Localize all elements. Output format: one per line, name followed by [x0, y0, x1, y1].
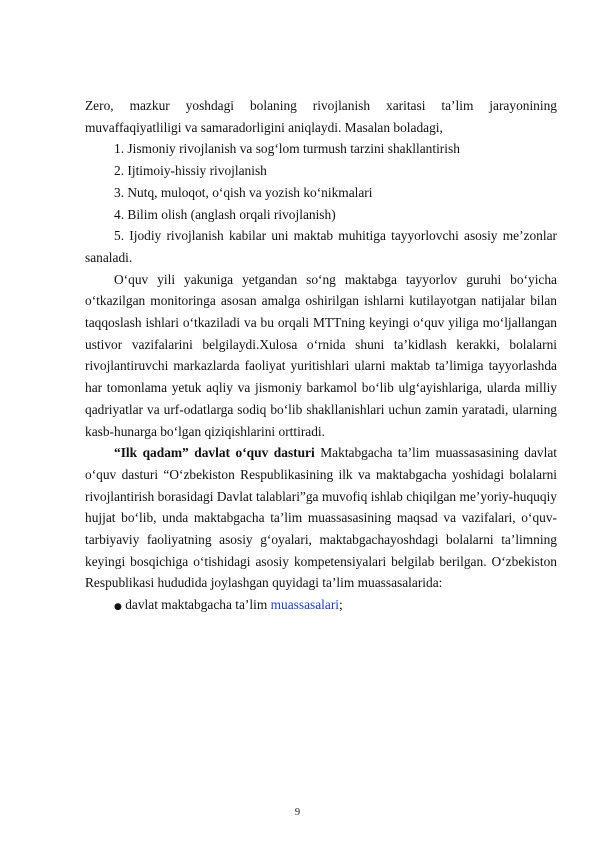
paragraph-program: [85, 442, 557, 594]
list-item-2: 2. Ijtimoiy-hissiy rivojlanish: [114, 163, 267, 179]
page-number: 9: [294, 807, 301, 818]
bullet-item: [85, 594, 557, 619]
paragraph-monitoring: O‘quv yili yakuniga yetgandan so‘ng maktabga tayyorlov guruhi bo‘yicha o‘tkazilgan monitoringa asosan amalga oshirilgan ishlarni kutilayotgan natijalar bilan taqqoslash ishlari o‘tkaziladi va bu orqali MTTning keyingi o‘quv yiliga mo‘ljallangan ustivor vazifalarini belgilaydi.Xulosa o‘rnida shuni ta’kidlash kerakki, bolalarni rivojlantiruvchi markazlarda faoliyat yuritishlari ularni maktab ta’limiga tayyorlashda har tomonlama yetuk aqliy va jismoniy barkamol bo‘lib ulg‘ayishlariga, ularda milliy qadriyatlar va urf-odatlarga sodiq bo‘lib shakllanishlari uchun zamin yaratadi, ularning kasb-hunarga bo‘lgan qiziqishlarini orttiradi.: [85, 271, 557, 439]
bullet-text: davlat maktabgacha ta’lim: [121, 597, 271, 613]
paragraph-intro: Zero, mazkur yoshdagi bolaning rivojlanish xaritasi ta’lim jarayonining muvaffaqiyatliligi va samaradorligini aniqlaydi. Masalan boladagi,: [85, 98, 557, 135]
bullet-icon: ●: [114, 602, 122, 613]
institutions-link[interactable]: muassasalari: [270, 597, 340, 613]
program-text: Maktabgacha ta’lim muassasasining davlat o‘quv dasturi “O‘zbekiston Respublikasining ilk va maktabgacha yoshidagi bolalarni rivojlantirish borasidagi Davlat talablari”ga muvofiq ishlab chiqilgan me’yoriy-huquqiy hujjat bo‘lib, unda maktabgacha ta’lim muassasasining maqsad va vazifalari, o‘quv-tarbiyaviy faoliyatning asosiy g‘oyalari, maktabgachayoshdagi bolalarni ta’limning keyingi bosqichiga o‘tishidagi asosiy kompetensiyalari belgilab berilgan. O‘zbekiston Respublikasi hududida joylashgan quyidagi ta’lim muassasalarida:: [85, 445, 558, 591]
program-title: “Ilk qadam” davlat o‘quv dasturi: [114, 445, 315, 461]
page-body: [85, 95, 557, 619]
bullet-end: ;: [339, 597, 343, 613]
list-item-3: 3. Nutq, muloqot, o‘qish va yozish ko‘nikmalari: [114, 184, 373, 200]
list-item-5: 5. Ijodiy rivojlanish kabilar uni maktab muhitiga tayyorlovchi asosiy me’zonlar sanaladi.: [85, 228, 557, 265]
list-item-1: 1. Jismoniy rivojlanish va sog‘lom turmush tarzini shakllantirish: [114, 141, 460, 157]
list-item-4: 4. Bilim olish (anglash orqali rivojlanish): [114, 206, 336, 222]
